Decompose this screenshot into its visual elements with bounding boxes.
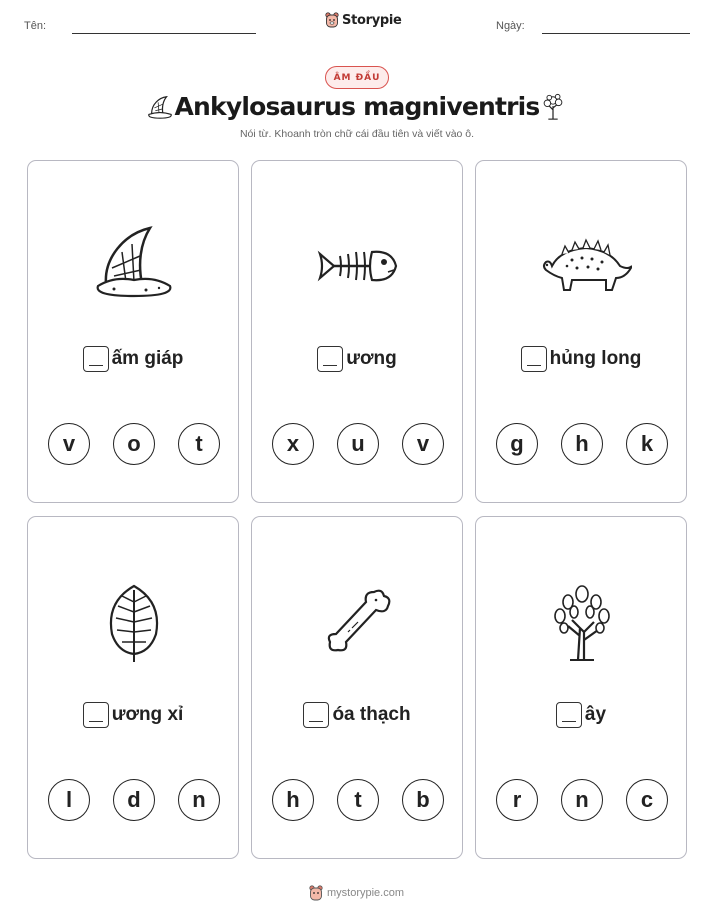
mascot-icon bbox=[309, 885, 323, 901]
tree-icon bbox=[532, 572, 632, 672]
letter-option[interactable]: b bbox=[402, 779, 444, 821]
letter-option[interactable]: o bbox=[113, 423, 155, 465]
ankylosaurus-icon bbox=[532, 216, 632, 316]
name-label: Tên: bbox=[24, 20, 47, 32]
worksheet-card bbox=[27, 160, 239, 503]
word-text: ương bbox=[346, 348, 397, 369]
worksheet-card bbox=[475, 160, 687, 503]
answer-box[interactable] bbox=[556, 702, 582, 728]
bone-icon bbox=[308, 572, 408, 672]
brand-logo bbox=[325, 12, 402, 28]
letter-option[interactable]: h bbox=[272, 779, 314, 821]
instructions: Nói từ. Khoanh tròn chữ cái đầu tiên và viết vào ô. bbox=[239, 128, 475, 140]
answer-box[interactable] bbox=[303, 702, 329, 728]
letter-options bbox=[496, 423, 668, 465]
footer-url[interactable]: mystorypie.com bbox=[327, 887, 405, 899]
word-text: ấm giáp bbox=[111, 348, 184, 369]
mascot-icon bbox=[325, 12, 339, 28]
word-text: ây bbox=[584, 704, 607, 725]
answer-box[interactable] bbox=[317, 346, 343, 372]
letter-option[interactable]: u bbox=[337, 423, 379, 465]
letter-option[interactable]: l bbox=[48, 779, 90, 821]
answer-box[interactable] bbox=[83, 702, 109, 728]
letter-option[interactable]: t bbox=[337, 779, 379, 821]
page-title: Ankylosaurus magniventris bbox=[174, 92, 540, 121]
word-row bbox=[476, 702, 686, 728]
date-line[interactable] bbox=[542, 33, 690, 34]
letter-option[interactable]: n bbox=[561, 779, 603, 821]
word-row bbox=[28, 346, 238, 372]
date-label: Ngày: bbox=[496, 20, 525, 32]
letter-option[interactable]: d bbox=[113, 779, 155, 821]
tree-title-icon bbox=[539, 92, 567, 122]
letter-options bbox=[496, 779, 668, 821]
letter-option[interactable]: r bbox=[496, 779, 538, 821]
word-row bbox=[252, 346, 462, 372]
category-badge: ÂM ĐẦU bbox=[325, 66, 389, 89]
worksheet-card bbox=[251, 160, 463, 503]
answer-box[interactable] bbox=[83, 346, 109, 372]
claw-icon bbox=[84, 216, 184, 316]
letter-option[interactable]: h bbox=[561, 423, 603, 465]
worksheet-card bbox=[27, 516, 239, 859]
letter-options bbox=[48, 423, 220, 465]
letter-options bbox=[48, 779, 220, 821]
letter-option[interactable]: x bbox=[272, 423, 314, 465]
word-text: hủng long bbox=[549, 348, 642, 369]
fern-leaf-icon bbox=[84, 572, 184, 672]
letter-options bbox=[272, 423, 444, 465]
letter-option[interactable]: c bbox=[626, 779, 668, 821]
letter-option[interactable]: v bbox=[48, 423, 90, 465]
fish-skeleton-icon bbox=[308, 216, 408, 316]
word-row bbox=[252, 702, 462, 728]
word-text: ương xỉ bbox=[111, 704, 184, 725]
letter-options bbox=[272, 779, 444, 821]
word-text: óa thạch bbox=[332, 704, 411, 725]
worksheet-card bbox=[251, 516, 463, 859]
word-row bbox=[28, 702, 238, 728]
worksheet-card bbox=[475, 516, 687, 859]
brand-name: Storypie bbox=[342, 12, 402, 28]
letter-option[interactable]: n bbox=[178, 779, 220, 821]
letter-option[interactable]: k bbox=[626, 423, 668, 465]
footer bbox=[309, 885, 404, 901]
letter-option[interactable]: g bbox=[496, 423, 538, 465]
letter-option[interactable]: t bbox=[178, 423, 220, 465]
answer-box[interactable] bbox=[521, 346, 547, 372]
name-line[interactable] bbox=[72, 33, 256, 34]
word-row bbox=[476, 346, 686, 372]
letter-option[interactable]: v bbox=[402, 423, 444, 465]
